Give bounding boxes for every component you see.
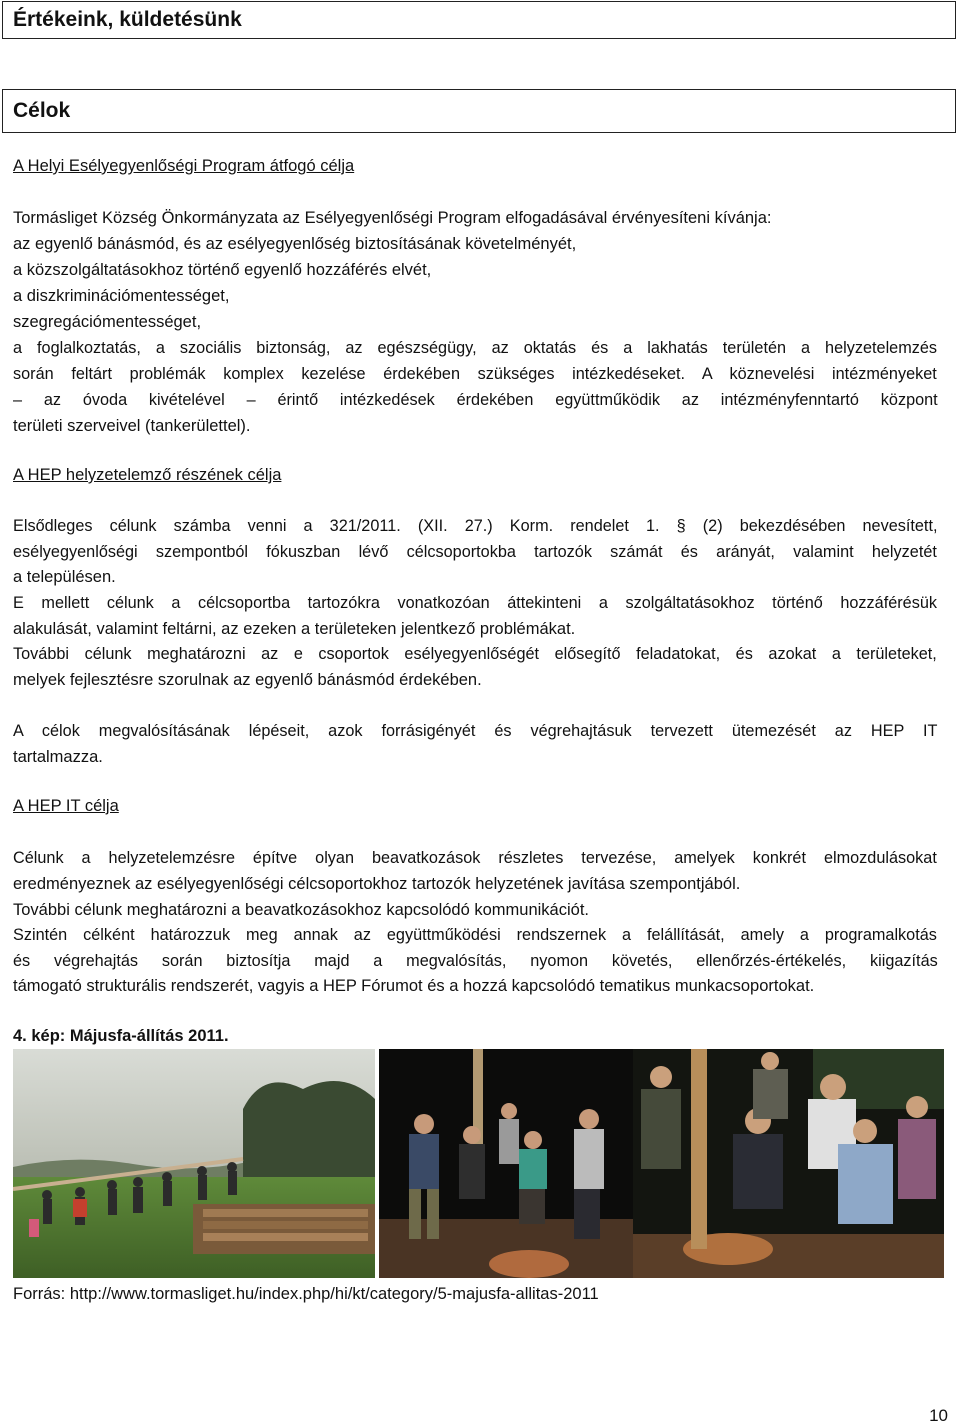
s3-line-1: eredményeznek az esélyegyenlőségi célcsoportokhoz tartozók helyzetének javítása szempontjából. (13, 875, 741, 893)
photo-field-image (13, 1049, 375, 1278)
source-line: Forrás: http://www.tormasliget.hu/index.php/hi/kt/category/5-majusfa-allitas-2011 (13, 1285, 599, 1303)
photo-night-group (633, 1049, 944, 1278)
main-heading: Értékeink, küldetésünk (2, 1, 956, 39)
s2-line-5: További célunk meghatározni az e csoportok esélyegyenlőségét elősegítő feladatokat, és azokat a területeket, (13, 645, 937, 663)
goals-heading: Célok (2, 89, 956, 133)
section1-title: A Helyi Esélyegyenlőségi Program átfogó célja (13, 157, 355, 175)
s1-line-5: a foglalkoztatás, a szociális biztonság, az egészségügy, az oktatás és a lakhatás területén a helyzetelemzés (13, 339, 938, 357)
s1-line-4: szegregációmentességet, (13, 313, 202, 331)
s2-line-4: alakulását, valamint feltárni, az ezeken a területeken jelentkező problémákat. (13, 620, 576, 638)
s1-line-3: a diszkriminációmentességet, (13, 287, 230, 305)
s3-line-4: és végrehajtás során biztosítja majd a megvalósítás, nyomon követés, ellenőrzés-értékelés, kiigazítás (13, 952, 938, 970)
s2-line-3: E mellett célunk a célcsoportba tartozókra vonatkozóan áttekinteni a szolgáltatásokhoz történő hozzáférésük (13, 594, 937, 612)
s2-line-7: A célok megvalósításának lépéseit, azok forrásigényét és végrehajtásuk tervezett ütemezését az HEP IT (13, 722, 938, 740)
s2-line-6: melyek fejlesztésre szorulnak az egyenlő bánásmód érdekében. (13, 671, 482, 689)
photo-field (13, 1049, 375, 1278)
s2-line-8: tartalmazza. (13, 748, 103, 766)
photo-night-image (379, 1049, 633, 1278)
s3-line-2: További célunk meghatározni a beavatkozásokhoz kapcsolódó kommunikációt. (13, 901, 589, 919)
s3-line-3: Szintén célként határozzuk meg annak az együttműködési rendszernek a felállítását, amely a programalkotás (13, 926, 937, 944)
s1-line-8: területi szerveivel (tankerülettel). (13, 417, 251, 435)
photo-night-pole (379, 1049, 633, 1278)
s1-line-6: során feltárt problémák komplex kezelése érdekében szükséges intézkedéseket. A köznevelési intézményeket (13, 365, 937, 383)
s3-line-0: Célunk a helyzetelemzésre építve olyan beavatkozások részletes tervezése, amelyek konkrét elmozdulásokat (13, 849, 937, 867)
s3-line-5: támogató strukturális rendszerét, vagyis a HEP Fórumot és a hozzá kapcsolódó tematikus munkacsoportokat. (13, 977, 815, 995)
s2-line-0: Elsődleges célunk számba venni a 321/2011. (XII. 27.) Korm. rendelet 1. § (2) bekezdésében nevesített, (13, 517, 938, 535)
s2-line-1: esélyegyenlőségi szempontból fókuszban lévő célcsoportokba tartozók számát és arányát, valamint helyzetét (13, 543, 937, 561)
s1-line-7: – az óvoda kivételével – érintő intézkedések érdekében együttműködik az intézményfenntartó központ (13, 391, 938, 409)
section2-title: A HEP helyzetelemző részének célja (13, 466, 282, 484)
s1-line-2: a közszolgáltatásokhoz történő egyenlő hozzáférés elvét, (13, 261, 432, 279)
photo-night-group-image (633, 1049, 944, 1278)
s1-line-1: az egyenlő bánásmód, és az esélyegyenlőség biztosításának követelményét, (13, 235, 577, 253)
s1-line-0: Tormásliget Község Önkormányzata az Esélyegyenlőségi Program elfogadásával érvényesíteni kívánja: (13, 209, 772, 227)
figure-caption: 4. kép: Májusfa-állítás 2011. (13, 1027, 229, 1045)
page-number: 10 (929, 1406, 948, 1425)
s2-line-2: a településen. (13, 568, 116, 586)
section3-title: A HEP IT célja (13, 797, 119, 815)
